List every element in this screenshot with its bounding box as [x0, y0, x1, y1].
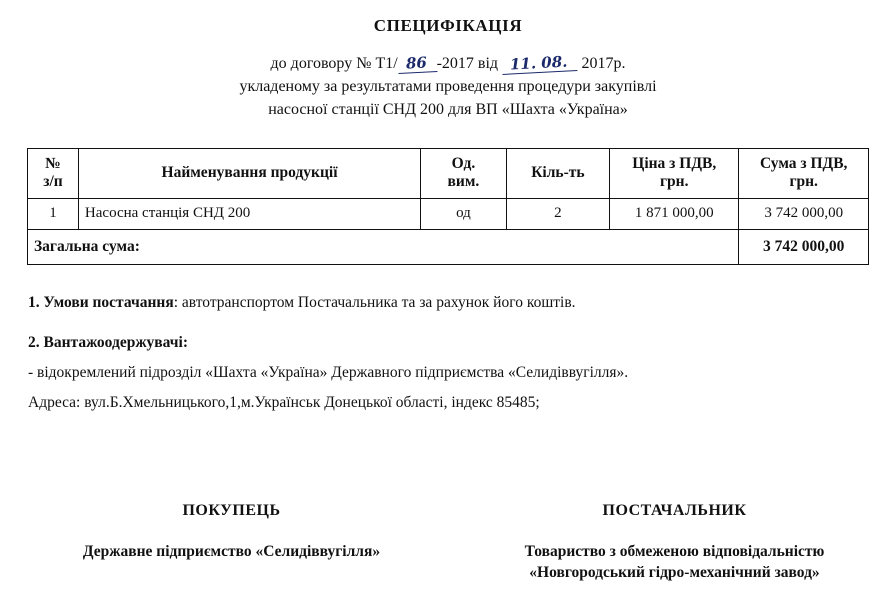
column-header-quantity: Кіль-ть: [506, 148, 609, 198]
total-value: 3 742 000,00: [739, 229, 869, 264]
table-header-row: [28, 148, 869, 198]
column-header-number: [28, 148, 79, 198]
column-header-number-line1: №: [45, 154, 61, 172]
column-header-price-line2: грн.: [660, 173, 689, 191]
contract-reference-line: [0, 52, 896, 75]
column-header-unit-line2: вим.: [447, 173, 480, 191]
column-header-sum: [739, 148, 869, 198]
table-row: [28, 198, 869, 229]
contract-reference-block: [0, 52, 896, 122]
signature-section: [0, 502, 896, 584]
signature-supplier-column: [453, 502, 896, 584]
cell-product-name: Насосна станція СНД 200: [78, 198, 420, 229]
column-header-price: [610, 148, 739, 198]
term-delivery-conditions: [28, 291, 896, 315]
cell-quantity: 2: [506, 198, 609, 229]
terms-spacer: [28, 321, 896, 331]
signature-buyer-column: [0, 502, 453, 584]
subtitle-line-3: насосної станції СНД 200 для ВП «Шахта «Україна»: [268, 101, 628, 119]
signature-supplier-name-line1: Товариство з обмеженою відповідальністю: [524, 543, 825, 560]
total-label: Загальна сума:: [28, 229, 739, 264]
column-header-unit: [421, 148, 507, 198]
contract-date-handwritten: 11. 08.: [502, 53, 578, 74]
column-header-product-name: Найменування продукції: [78, 148, 420, 198]
signature-supplier-name: [453, 542, 896, 584]
contract-number-handwritten: 86: [397, 54, 437, 74]
column-header-sum-line2: грн.: [789, 173, 818, 191]
column-header-sum-line1: Сума з ПДВ,: [759, 154, 848, 172]
contract-year-suffix: -2017: [436, 55, 474, 72]
cell-price: 1 871 000,00: [610, 198, 739, 229]
consignee-entry: - відокремлений підрозділ «Шахта «Україна» Державного підприємства «Селидіввугілля».: [28, 363, 629, 381]
column-header-price-line1: Ціна з ПДВ,: [632, 154, 717, 172]
term-consignees-colon: :: [182, 333, 189, 351]
term-delivery-text: : автотранспортом Постачальника та за рахунок його коштів.: [173, 293, 576, 311]
term-delivery-label: 1. Умови постачання: [28, 293, 174, 311]
page-title: СПЕЦИФІКАЦІЯ: [373, 16, 523, 35]
term-consignees-label: 2. Вантажоодержувачі: [28, 333, 183, 351]
column-header-unit-line1: Од.: [451, 154, 476, 172]
column-header-number-line2: з/п: [43, 173, 63, 191]
date-prefix-text: від: [477, 55, 499, 72]
date-year-suffix: 2017р.: [581, 55, 626, 72]
table-total-row: [28, 229, 869, 264]
term-consignees-heading: [28, 331, 896, 355]
terms-section: [28, 291, 896, 415]
cell-unit: од: [421, 198, 507, 229]
signature-supplier-heading: ПОСТАЧАЛЬНИК: [602, 502, 747, 519]
cell-sum: 3 742 000,00: [739, 198, 869, 229]
signature-buyer-heading: ПОКУПЕЦЬ: [182, 502, 281, 519]
document-page: [0, 16, 896, 603]
cell-row-number: 1: [28, 198, 79, 229]
consignee-address: Адреса: вул.Б.Хмельницького,1,м.Українськ Донецької області, індекс 85485;: [28, 393, 540, 411]
contract-prefix-text: до договору № Т1/: [270, 55, 398, 72]
specification-table: [27, 148, 869, 265]
signature-buyer-name: Державне підприємство «Селидіввугілля»: [82, 543, 381, 560]
signature-supplier-name-line2: «Новгородський гідро-механічний завод»: [529, 563, 820, 581]
subtitle-line-2: укладеному за результатами проведення процедури закупівлі: [239, 78, 657, 96]
